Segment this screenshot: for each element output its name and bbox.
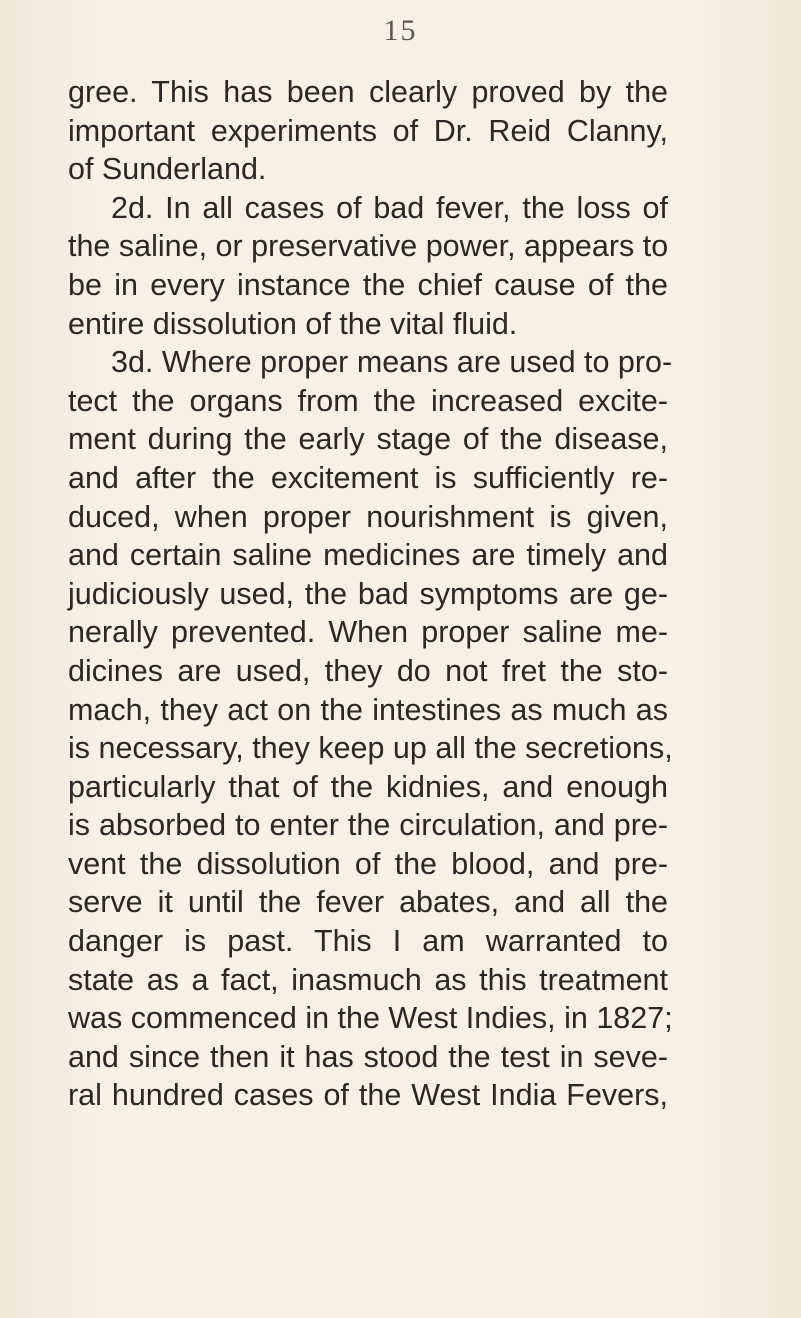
- text-line: state as a fact, inasmuch as this treatment: [68, 962, 668, 997]
- text-line: important experiments of Dr. Reid Clanny,: [68, 113, 668, 148]
- text-line: gree. This has been clearly proved by the: [68, 75, 668, 109]
- text-line: danger is past. This I am warranted to: [68, 924, 668, 959]
- text-line: particularly that of the kidnies, and enough: [68, 769, 668, 804]
- text-line: tect the organs from the increased excite-: [68, 383, 668, 418]
- text-line: and after the excitement is sufficiently re-: [68, 460, 668, 495]
- text-line: dicines are used, they do not fret the sto-: [68, 653, 668, 688]
- text-line: and since then it has stood the test in seve-: [68, 1039, 668, 1074]
- text-line: duced, when proper nourishment is given,: [68, 499, 668, 534]
- text-line: is necessary, they keep up all the secretions,: [68, 731, 673, 766]
- text-line: 2d. In all cases of bad fever, the loss of: [111, 190, 668, 225]
- text-line: entire dissolution of the vital fluid.: [68, 306, 518, 341]
- text-line: the saline, or preservative power, appears to: [68, 229, 669, 264]
- text-line: ment during the early stage of the disease,: [68, 422, 668, 457]
- page-number: 15: [383, 14, 418, 47]
- text-line: vent the dissolution of the blood, and pre-: [68, 846, 668, 881]
- text-line: judiciously used, the bad symptoms are ge-: [68, 576, 668, 611]
- text-line: mach, they act on the intestines as much as: [68, 692, 668, 727]
- text-line: nerally prevented. When proper saline me-: [68, 615, 668, 650]
- text-line: serve it until the fever abates, and all the: [68, 885, 668, 920]
- text-line: ral hundred cases of the West India Fevers,: [68, 1078, 668, 1113]
- text-line: was commenced in the West Indies, in 1827;: [68, 1001, 673, 1036]
- text-line: of Sunderland.: [68, 152, 267, 187]
- text-line: is absorbed to enter the circulation, and pre-: [68, 808, 668, 843]
- text-line: be in every instance the chief cause of the: [68, 267, 668, 302]
- text-line: 3d. Where proper means are used to pro-: [111, 345, 673, 380]
- text-line: and certain saline medicines are timely and: [68, 538, 668, 573]
- body-text: [68, 73, 673, 1115]
